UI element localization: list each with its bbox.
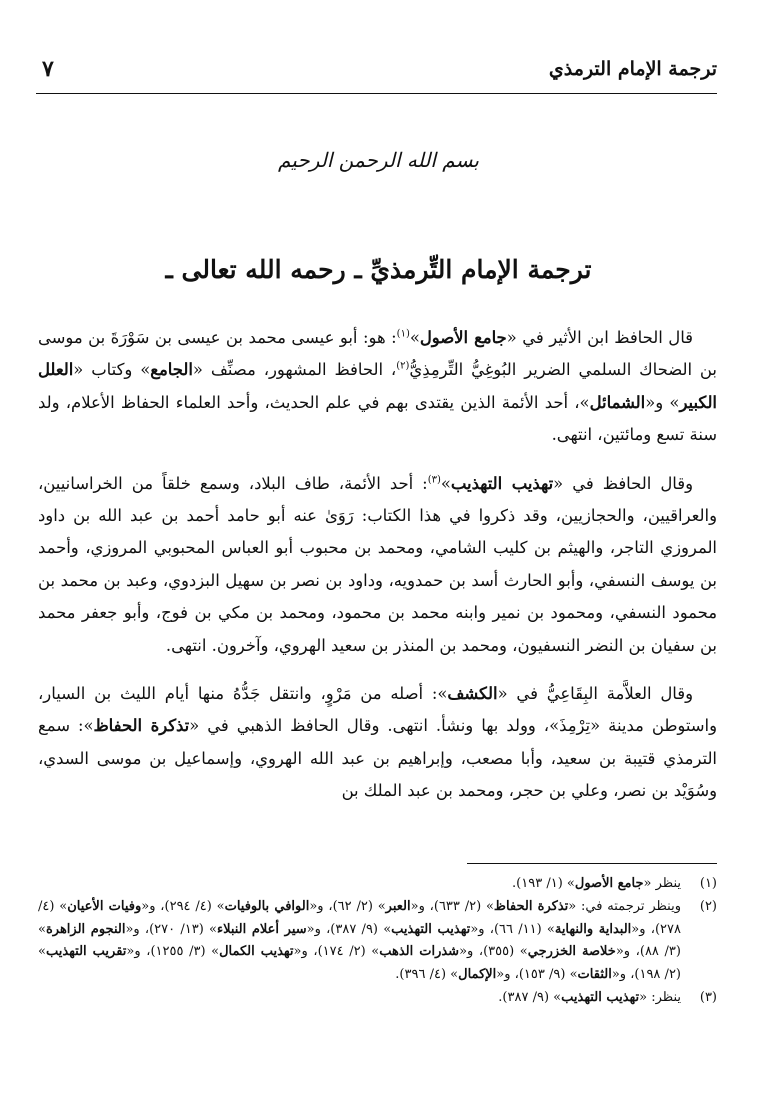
book-title: تهذيب التهذيب — [391, 921, 471, 937]
text-run: » (٣٥٥)، و« — [459, 944, 528, 960]
book-title: تهذيب الكمال — [219, 944, 294, 960]
book-title: سير أعلام النبلاء — [216, 921, 307, 937]
running-header — [36, 52, 717, 94]
text-run: » (٩/ ٣٨٧)، و« — [306, 921, 392, 937]
book-title: البداية والنهاية — [554, 921, 632, 937]
text-run: » (٩/ ١٥٣)، و« — [496, 967, 578, 983]
book-title: العبر — [385, 898, 411, 914]
book-title: النجوم الزاهرة — [45, 921, 126, 937]
chapter-title: ترجمة الإمام التِّرمذيِّ ـ رحمه الله تعالى ـ — [165, 255, 592, 284]
text-run: وينظر ترجمته في: « — [568, 898, 681, 914]
text-run: » و« — [645, 392, 680, 412]
book-title: الجامع — [150, 360, 193, 380]
text-run: وقال العلاَّمة البِقَاعِيُّ في « — [497, 684, 693, 704]
text-run: ينظر « — [643, 876, 681, 891]
footnote-rule — [467, 863, 717, 864]
book-title: الوافي بالوفيات — [224, 898, 310, 914]
book-title: العلل الكبير — [38, 360, 717, 412]
book-title: خلاصة الخزرجي — [527, 944, 616, 960]
book-title: شذرات الذهب — [379, 944, 460, 960]
book-title: تذكرة الحفاظ — [93, 716, 190, 736]
text-run: » (١/ ١٩٣). — [512, 876, 575, 891]
text-run: »، أحد الأئمة الذين يقتدى بهم في علم الحديث، وأحد العلماء الحفاظ الأعلام، ولد سنة تسع ومائتين، انتهى. — [38, 392, 717, 445]
paragraph-tahdhib — [38, 468, 717, 662]
text-run: ينظر: « — [639, 989, 681, 1005]
text-run: »: أصله من مَرْوٍ، وانتقل جَدُّهُ منها أيام الليث بن السيار، واستوطن مدينة «تِرْمِذَ»، وولد بها ونشأ. انتهى. وقال الحافظ الذهبي في « — [38, 684, 717, 736]
paragraph-ibn-al-athir — [38, 322, 717, 452]
text-run: » (١٣/ ٢٧٠)، و« — [125, 921, 217, 937]
footnote-ref: (٢) — [396, 360, 410, 372]
book-title: تقريب التهذيب — [45, 944, 127, 960]
book-title: الشمائل — [589, 392, 646, 412]
paragraph-biqai — [38, 678, 717, 808]
text-run: : أحد الأئمة، طاف البلاد، وسمع خلقاً من الخراسانيين، والعراقيين، والحجازيين، وقد ذكروا في هذا الكتاب: رَوَىٰ عنه أبو حامد أحمد بن عبد الله بن داود المروزي التاجر، والهيثم بن كليب الشامي، ومحمد بن محبوب أبو العباس المحبوبي المروزي، وأحمد بن يوسف النسفي، وأبو الحارث أسد بن حمدويه، وداود بن نصر بن سهيل البزدوي، وعبد بن محمد بن محمود النسفي، ومحمود بن نمير وابنه محمد بن محمود، ومحمد بن مكي بن فوج، وأبو جعفر محمد بن سفيان بن النضر النسفيون، ومحمد بن المنذر بن سعيد الهروي، وآخرون. انتهى. — [38, 473, 717, 655]
book-title: وفيات الأعيان — [67, 898, 142, 914]
footnote-ref: (١) — [396, 328, 410, 340]
book-title: تهذيب التهذيب — [450, 473, 554, 493]
header-rule — [36, 93, 717, 94]
book-title: الإكمال — [458, 967, 497, 983]
footnote-ref: (٣) — [427, 474, 441, 486]
text-run: » (٢/ ٦٣٣)، و« — [410, 898, 494, 914]
text-run: » (٣/ ١٢٥٥)، و« — [126, 944, 220, 960]
text-run: قال الحافظ ابن الأثير في « — [506, 328, 694, 347]
book-title: الكشف — [447, 684, 498, 704]
footnotes — [38, 873, 717, 1010]
basmala-calligraphy: بسم الله الرحمن الرحيم — [277, 148, 479, 172]
footnote-3 — [38, 987, 717, 1010]
text-run: » وكتاب « — [73, 360, 151, 380]
main-text — [38, 322, 717, 824]
text-run: وقال الحافظ في « — [553, 473, 693, 493]
footnote-2 — [38, 896, 717, 987]
book-title: جامع الأصول — [419, 328, 507, 347]
text-run: » (٩/ ٣٨٧). — [498, 989, 562, 1005]
text-run: » (٤/ ٢٧٨)، و« — [38, 898, 681, 937]
text-run: » (٢/ ١٩٨)، و« — [38, 944, 681, 983]
book-title: تذكرة الحفاظ — [493, 898, 569, 914]
text-run: » — [409, 328, 420, 347]
text-run: » — [440, 473, 451, 493]
text-run: : هو: أبو عيسى محمد بن عيسى بن سَوْرَةَ بن موسى بن الضحاك السلمي الضرير البُوغِيُّ التِّرمِذِيُّ — [38, 328, 717, 380]
footnote-number: (٢) — [699, 898, 717, 914]
text-run: » (٤/ ٣٩٦). — [395, 967, 459, 983]
book-title: جامع الأصول — [574, 876, 644, 891]
text-run: » (٢/ ٦٢)، و« — [309, 898, 386, 914]
text-run: » (٤/ ٢٩٤)، و« — [141, 898, 225, 914]
text-run: »: سمع الترمذي قتيبة بن سعيد، وأبا مصعب، وإبراهيم بن عبد الله الهروي، وإسماعيل بن موسى السدي، وسُوَيْد بن نصر، وعلي بن حجر، ومحمد بن عبد الملك بن — [38, 716, 717, 801]
page-number: ٧ — [42, 56, 54, 82]
book-title: تهذيب التهذيب — [561, 989, 640, 1005]
footnote-number: (١) — [699, 876, 717, 891]
text-run: » (١١/ ٦٦)، و« — [470, 921, 555, 937]
text-run: » (٣/ ٨٨)، و« — [38, 921, 681, 960]
text-run: ، الحافظ المشهور، مصنِّف « — [192, 360, 397, 380]
running-title: ترجمة الإمام الترمذي — [548, 58, 717, 80]
book-title: الثقات — [577, 967, 612, 983]
footnote-number: (٣) — [699, 989, 717, 1005]
text-run: » (٢/ ١٧٤)، و« — [293, 944, 380, 960]
footnote-1 — [38, 873, 717, 896]
